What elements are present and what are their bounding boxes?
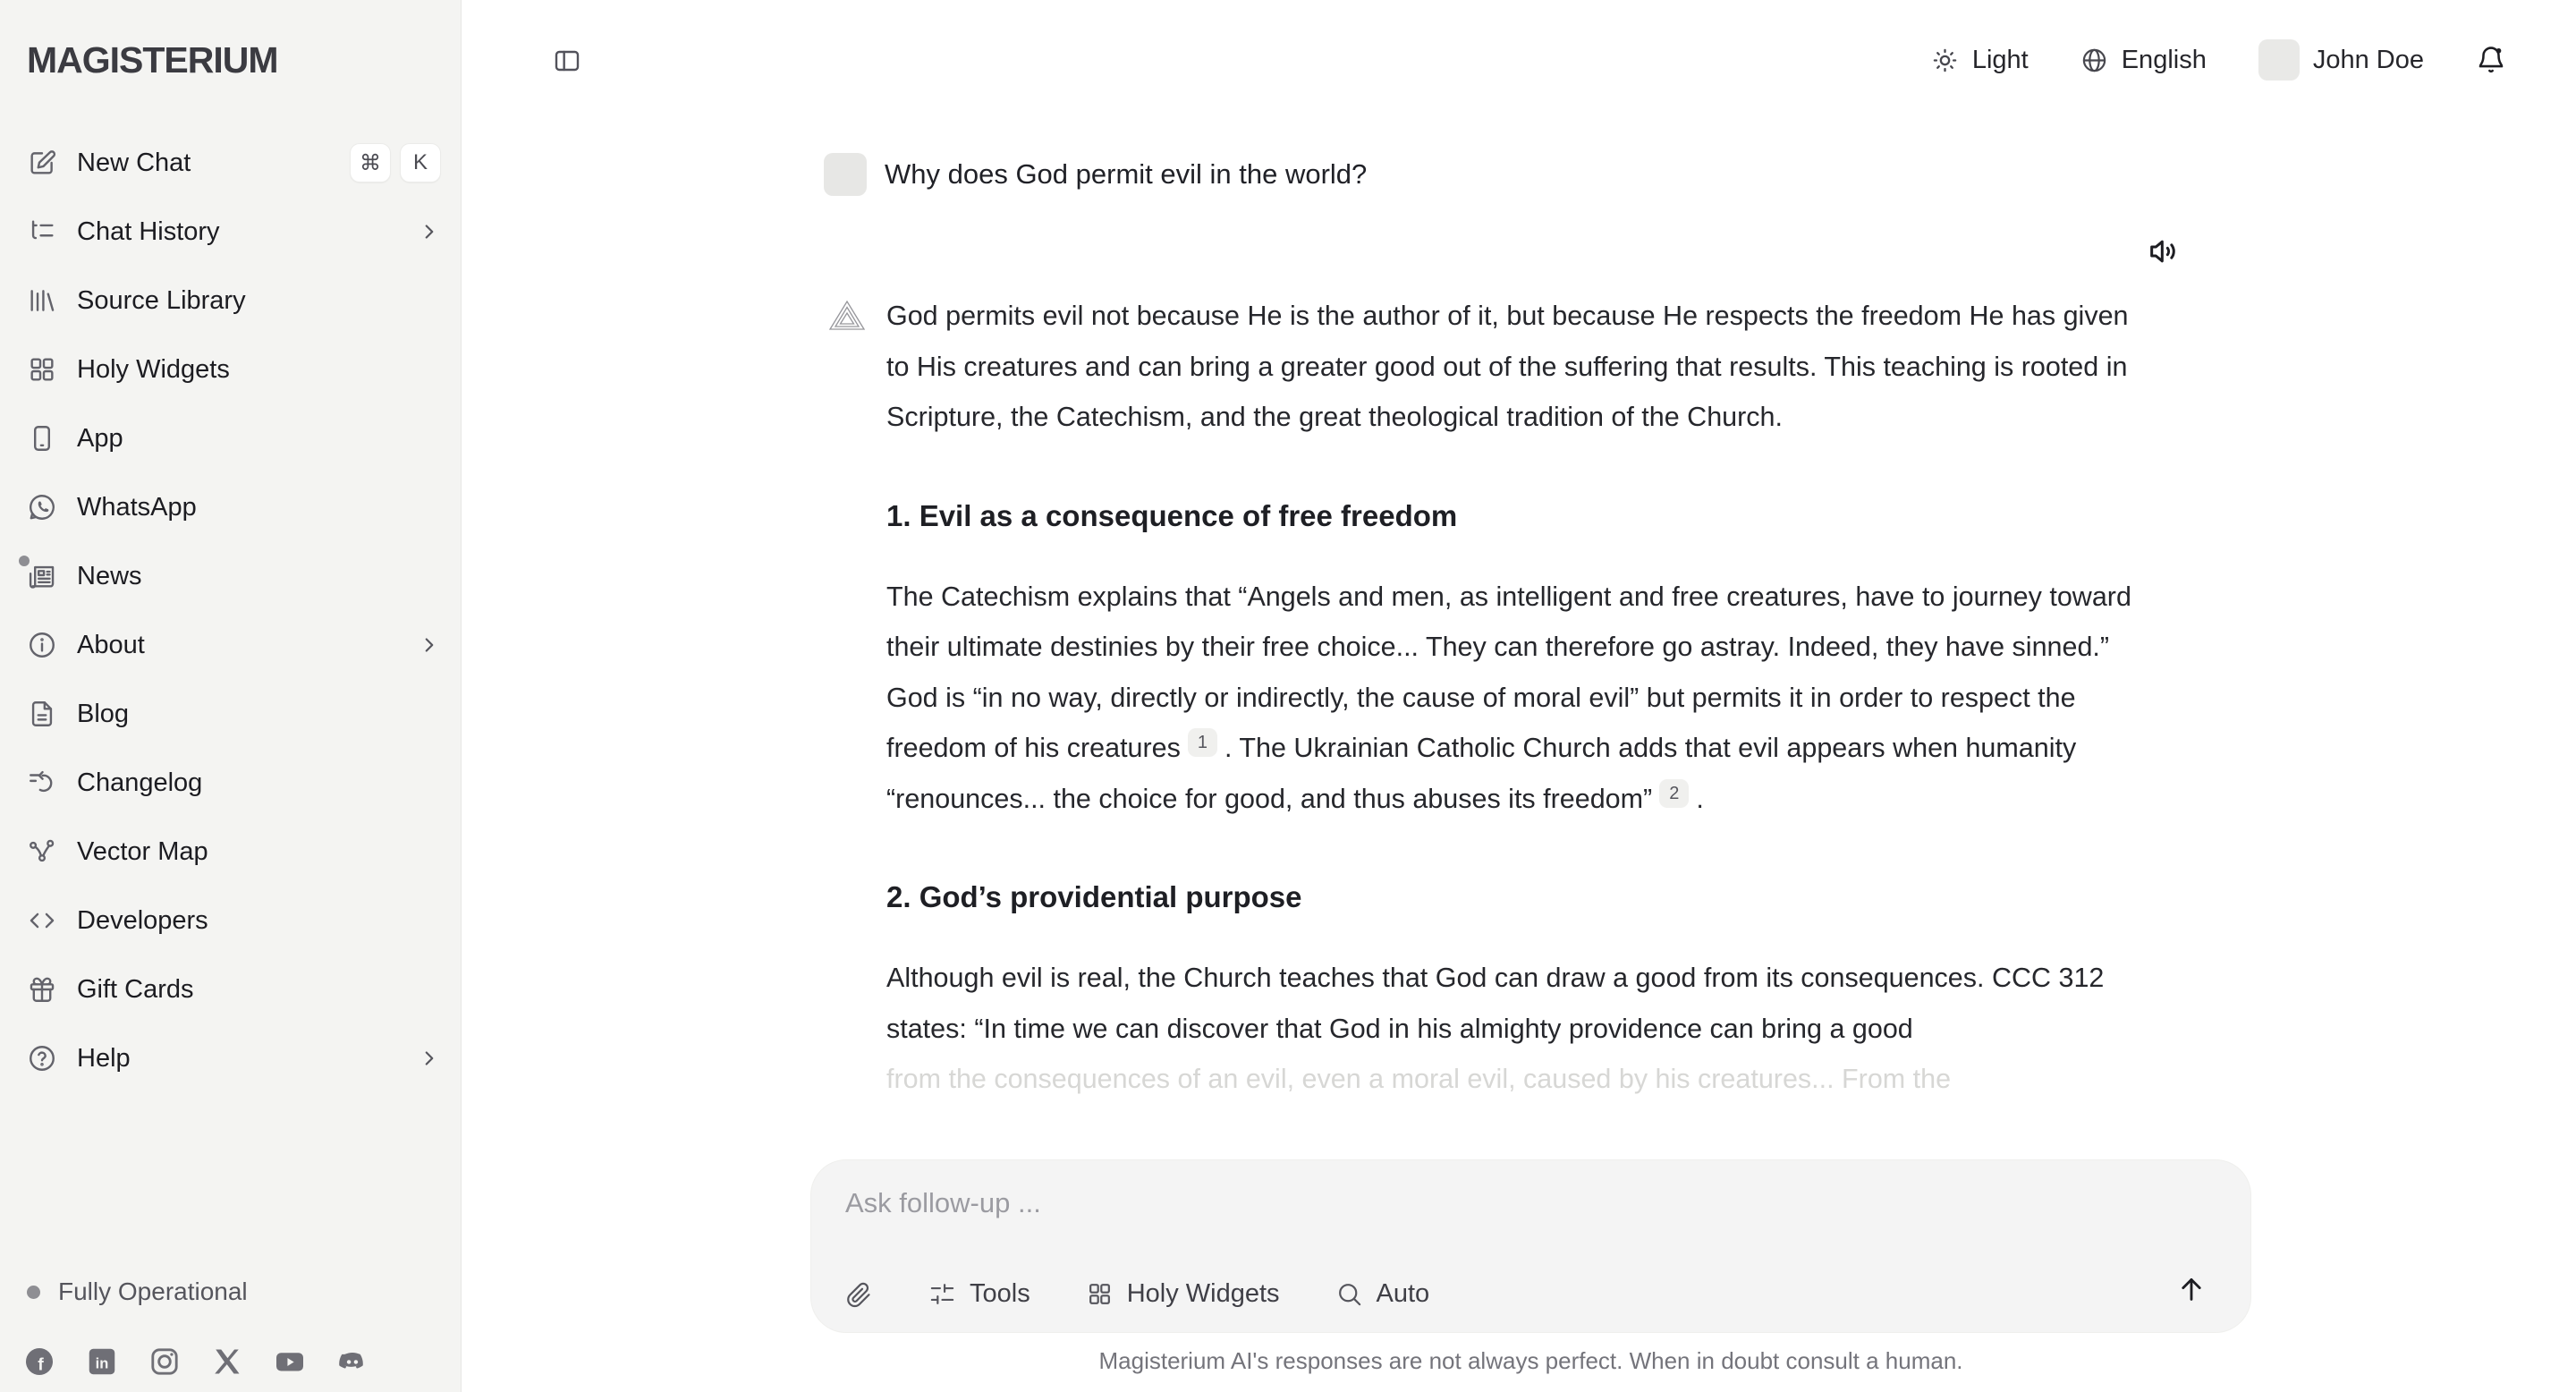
user-message-text: Why does God permit evil in the world? xyxy=(885,158,1368,190)
auto-label: Auto xyxy=(1376,1279,1430,1308)
changelog-icon xyxy=(27,768,57,798)
speaker-icon[interactable] xyxy=(2146,233,2182,269)
sidebar-item-vector-map[interactable] xyxy=(27,828,441,876)
sidebar-item-label: Changelog xyxy=(77,768,203,797)
search-icon xyxy=(1335,1280,1363,1308)
social-links xyxy=(23,1345,369,1378)
info-icon xyxy=(27,630,57,660)
arrow-up-icon xyxy=(2176,1274,2207,1304)
followup-input[interactable] xyxy=(845,1187,2008,1219)
news-icon xyxy=(27,561,57,591)
tools-label: Tools xyxy=(970,1279,1030,1308)
sidebar-item-changelog[interactable] xyxy=(27,759,441,807)
sidebar-collapse-button[interactable] xyxy=(553,47,585,79)
main-area xyxy=(462,0,2576,1392)
vector-map-icon xyxy=(27,836,57,867)
composer xyxy=(810,1159,2251,1333)
holy-widgets-button[interactable] xyxy=(1086,1279,1280,1309)
sidebar-item-gift-cards[interactable] xyxy=(27,965,441,1014)
document-icon xyxy=(27,699,57,729)
section-2-faded-line: from the consequences of an evil, even a moral evil, caused by his creatures... From the xyxy=(886,1064,1952,1094)
user-message xyxy=(824,153,2251,196)
sidebar-item-developers[interactable] xyxy=(27,896,441,945)
sidebar-item-help[interactable] xyxy=(27,1034,441,1082)
disclaimer-text: Magisterium AI's responses are not always perfect. When in doubt consult a human. xyxy=(1098,1347,1963,1374)
section-1-text-b: . The Ukrainian Catholic Church adds that evil appears when humanity “renounces... the choice for good, and thus abuses its freedom” xyxy=(886,733,2077,814)
sidebar-item-label: Help xyxy=(77,1043,131,1073)
sidebar-item-blog[interactable] xyxy=(27,690,441,738)
sidebar-item-label: Source Library xyxy=(77,285,246,315)
x-icon[interactable] xyxy=(211,1345,243,1378)
news-unread-dot xyxy=(19,556,30,566)
theme-label: Light xyxy=(1971,45,2029,74)
send-button[interactable] xyxy=(2172,1269,2211,1309)
whatsapp-icon xyxy=(27,492,57,522)
section-1-text-a: The Catechism explains that “Angels and men, as intelligent and free creatures, have to journey toward their ultimate destinies by their free choice... They can therefore go astray. Indeed, they have sinned.” God is “in no way, directly or indirectly, the cause of moral evil” but permits it in order to respect the freedom of his creatures xyxy=(886,581,2131,763)
notifications-button[interactable] xyxy=(2476,45,2506,75)
sidebar-item-holy-widgets[interactable] xyxy=(27,345,441,394)
user-message-avatar xyxy=(824,153,867,196)
sidebar-item-label: Developers xyxy=(77,905,208,935)
discord-icon[interactable] xyxy=(336,1345,369,1378)
answer-intro: God permits evil not because He is the author of it, but because He respects the freedom He has given to His creatures and can bring a greater good out of the suffering that results. This teaching is rooted in Scripture, the Catechism, and the great theological tradition of the Church. xyxy=(886,301,2129,432)
footnote-2[interactable]: 2 xyxy=(1659,779,1689,808)
sidebar-item-label: News xyxy=(77,561,142,590)
section-1-text-c: . xyxy=(1696,783,1704,814)
instagram-icon[interactable] xyxy=(148,1345,181,1378)
sidebar-item-label: About xyxy=(77,630,145,659)
magisterium-triangle-icon xyxy=(827,298,867,334)
section-1-paragraph xyxy=(886,572,2157,825)
facebook-icon[interactable] xyxy=(23,1345,55,1378)
sidebar-item-label: New Chat xyxy=(77,148,191,177)
attach-button[interactable] xyxy=(845,1280,873,1308)
sidebar-item-label: Holy Widgets xyxy=(77,354,230,384)
holy-widgets-label: Holy Widgets xyxy=(1126,1279,1280,1308)
new-chat-icon xyxy=(27,148,57,178)
gift-icon xyxy=(27,974,57,1005)
status-label: Fully Operational xyxy=(58,1277,248,1305)
language-label: English xyxy=(2121,45,2207,74)
sidebar-item-label: Chat History xyxy=(77,216,220,246)
tools-button[interactable] xyxy=(928,1279,1030,1309)
sidebar-item-chat-history[interactable] xyxy=(27,208,441,256)
section-heading-2: 2. God’s providential purpose xyxy=(886,880,1302,913)
assistant-message xyxy=(810,291,2251,1105)
sidebar-item-whatsapp[interactable] xyxy=(27,483,441,531)
svg-text:f: f xyxy=(38,1354,44,1375)
library-icon xyxy=(27,285,57,316)
sidebar xyxy=(0,0,462,1392)
system-status xyxy=(27,1277,248,1306)
sidebar-item-label: Gift Cards xyxy=(77,974,194,1004)
chevron-right-icon xyxy=(418,220,441,243)
footnote-1[interactable]: 1 xyxy=(1188,728,1217,757)
youtube-icon[interactable] xyxy=(274,1345,306,1378)
read-aloud-row xyxy=(810,233,2251,269)
sidebar-item-label: Vector Map xyxy=(77,836,208,866)
sidebar-item-news[interactable] xyxy=(27,552,441,600)
svg-text:in: in xyxy=(95,1355,109,1372)
smartphone-icon xyxy=(27,423,57,454)
app-logo: MAGISTERIUM xyxy=(27,39,278,81)
grid-icon xyxy=(27,354,57,385)
code-icon xyxy=(27,905,57,936)
sidebar-item-app[interactable] xyxy=(27,414,441,463)
composer-toolbar xyxy=(845,1279,1429,1309)
sidebar-item-label: App xyxy=(77,423,123,453)
sidebar-item-source-library[interactable] xyxy=(27,276,441,325)
chevron-right-icon xyxy=(418,1047,441,1070)
paperclip-icon xyxy=(845,1280,873,1308)
sliders-icon xyxy=(928,1280,956,1308)
grid-icon xyxy=(1086,1280,1114,1308)
assistant-message-body xyxy=(886,291,2157,1105)
user-avatar xyxy=(2258,39,2300,81)
user-name: John Doe xyxy=(2312,45,2424,74)
sidebar-item-label: WhatsApp xyxy=(77,492,197,522)
status-dot xyxy=(27,1286,40,1299)
auto-mode-button[interactable] xyxy=(1335,1279,1430,1309)
sidebar-item-about[interactable] xyxy=(27,621,441,669)
notification-dot xyxy=(2496,48,2502,54)
section-heading-1: 1. Evil as a consequence of free freedom xyxy=(886,498,1458,532)
kbd-k: K xyxy=(400,143,441,182)
chat-history-icon xyxy=(27,216,57,247)
user-menu[interactable] xyxy=(2258,39,2424,81)
chat-column xyxy=(810,0,2251,1105)
help-icon xyxy=(27,1043,57,1074)
sidebar-item-new-chat[interactable] xyxy=(27,139,441,187)
sidebar-nav xyxy=(0,139,461,1082)
chevron-right-icon xyxy=(418,633,441,657)
sidebar-item-label: Blog xyxy=(77,699,130,728)
linkedin-icon[interactable] xyxy=(86,1345,118,1378)
kbd-cmd: ⌘ xyxy=(350,143,391,182)
section-2-paragraph: Although evil is real, the Church teaches that God can draw a good from its consequences. CCC 312 states: “In time we can discover that God in his almighty providence can bring a good xyxy=(886,963,2105,1044)
